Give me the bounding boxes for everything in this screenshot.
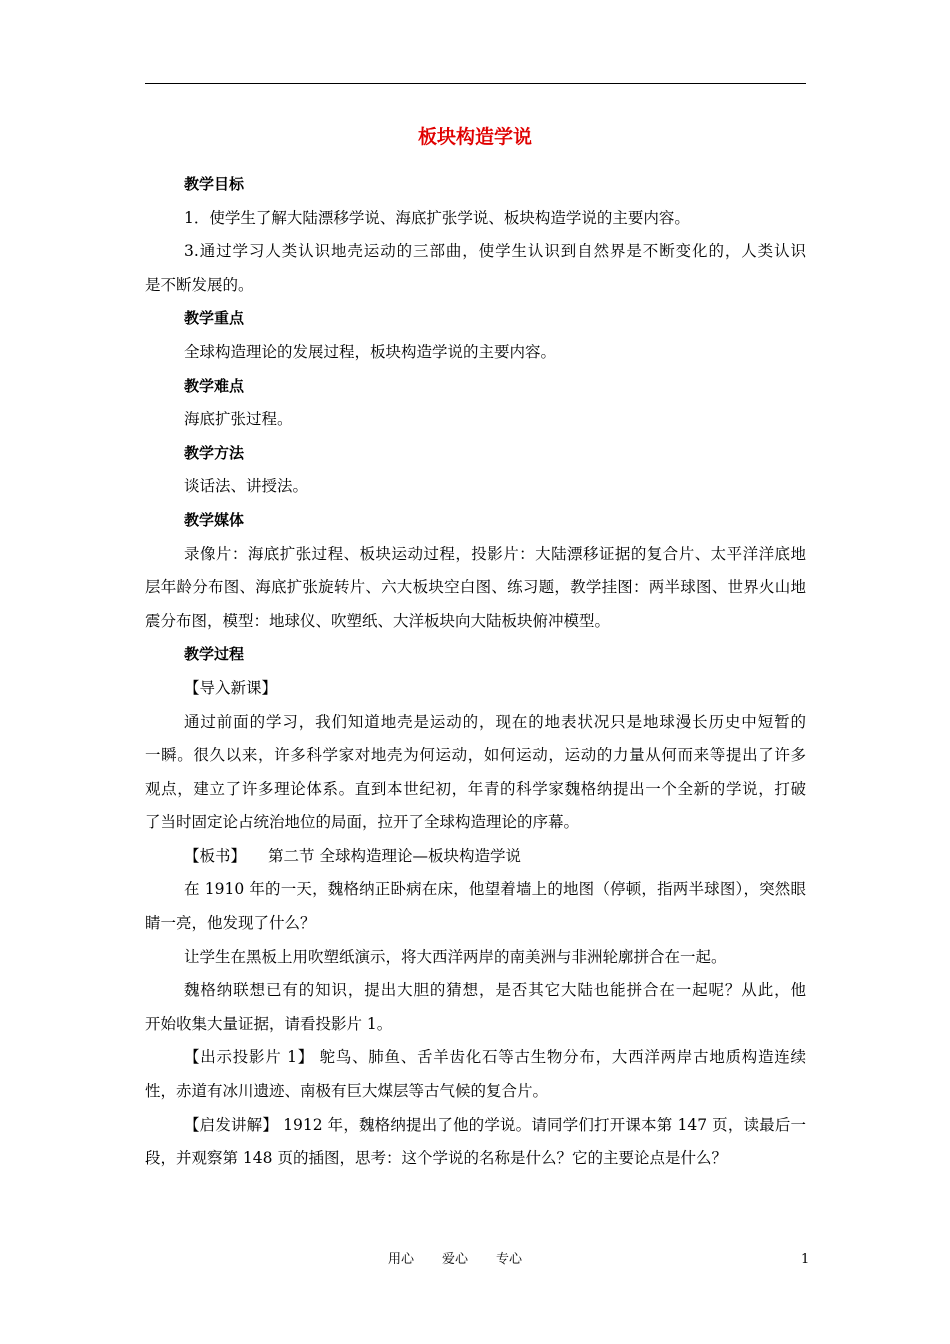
footer-word-2: 爱心 — [442, 1252, 469, 1267]
media-line-3: 震分布图，模型：地球仪、吹塑纸、大洋板块向大陆板块俯冲模型。 — [145, 611, 611, 630]
paragraph-1-line-2: 睛一亮，他发现了什么？ — [145, 914, 316, 933]
intro-label: 【导入新课】 — [184, 678, 278, 697]
paragraph-3-line-1: 魏格纳联想已有的知识，提出大胆的猜想，是否其它大陆也能拼合在一起呢？从此，他 — [184, 981, 806, 1000]
intro-line-2: 一瞬。很久以来，许多科学家对地壳为何运动，如何运动，运动的力量从何而来等提出了许多 — [145, 746, 806, 765]
page-footer — [0, 1250, 950, 1270]
intro-line-1: 通过前面的学习，我们知道地壳是运动的，现在的地表状况只是地球漫长历史中短暂的 — [184, 712, 806, 731]
objective-item-3-line-2: 是不断发展的。 — [145, 275, 254, 294]
objective-item-1: 1．使学生了解大陆漂移学说、海底扩张学说、板块构造学说的主要内容。 — [184, 208, 690, 227]
section-heading-difficulties: 教学难点 — [184, 376, 245, 395]
page-number: 1 — [801, 1252, 810, 1267]
board-text: 第二节 全球构造理论—板块构造学说 — [268, 846, 521, 865]
paragraph-2: 让学生在黑板上用吹塑纸演示，将大西洋两岸的南美洲与非洲轮廓拼合在一起。 — [184, 947, 727, 966]
section-heading-objectives: 教学目标 — [184, 175, 245, 193]
document-title: 板块构造学说 — [417, 126, 532, 148]
footer-word-3: 专心 — [496, 1252, 523, 1267]
objective-item-3-line-1: 3.通过学习人类认识地壳运动的三部曲，使学生认识到自然界是不断变化的，人类认识 — [184, 242, 806, 261]
difficulties-text: 海底扩张过程。 — [184, 410, 293, 429]
section-heading-media: 教学媒体 — [184, 510, 245, 529]
section-heading-methods: 教学方法 — [184, 443, 245, 462]
key-points-text: 全球构造理论的发展过程，板块构造学说的主要内容。 — [184, 342, 557, 361]
slide-line-2: 性，赤道有冰川遗迹、南极有巨大煤层等古气候的复合片。 — [145, 1082, 549, 1101]
paragraph-3-line-2: 开始收集大量证据，请看投影片 1。 — [145, 1014, 393, 1033]
document-body — [145, 168, 806, 1176]
footer-motto — [388, 1250, 550, 1270]
intro-line-4: 了当时固定论占统治地位的局面，拉开了全球构造理论的序幕。 — [145, 813, 580, 832]
slide-line-1: 【出示投影片 1】 鸵鸟、肺鱼、舌羊齿化石等古生物分布，大西洋两岸古地质构造连续 — [184, 1048, 806, 1067]
intro-line-3: 观点，建立了许多理论体系。直到本世纪初，年青的科学家魏格纳提出一个全新的学说，打破 — [145, 779, 806, 798]
methods-text: 谈话法、讲授法。 — [184, 477, 309, 496]
section-heading-key-points: 教学重点 — [184, 309, 245, 328]
explain-line-2: 段，并观察第 148 页的插图，思考：这个学说的名称是什么？它的主要论点是什么？ — [145, 1149, 727, 1168]
media-line-2: 层年龄分布图、海底扩张旋转片、六大板块空白图、练习题，教学挂图：两半球图、世界火山地 — [145, 578, 806, 597]
media-line-1: 录像片：海底扩张过程、板块运动过程，投影片：大陆漂移证据的复合片、太平洋洋底地 — [184, 544, 806, 563]
paragraph-1-line-1: 在 1910 年的一天，魏格纳正卧病在床，他望着墙上的地图（停顿，指两半球图），突然眼 — [184, 880, 806, 899]
header-rule — [145, 83, 806, 84]
footer-word-1: 用心 — [388, 1252, 415, 1267]
board-note — [145, 840, 806, 874]
section-heading-process: 教学过程 — [184, 645, 245, 664]
explain-line-1: 【启发讲解】 1912 年，魏格纳提出了他的学说。请同学们打开课本第 147 页，读最后一 — [184, 1115, 806, 1134]
board-label: 【板书】 — [184, 846, 247, 865]
